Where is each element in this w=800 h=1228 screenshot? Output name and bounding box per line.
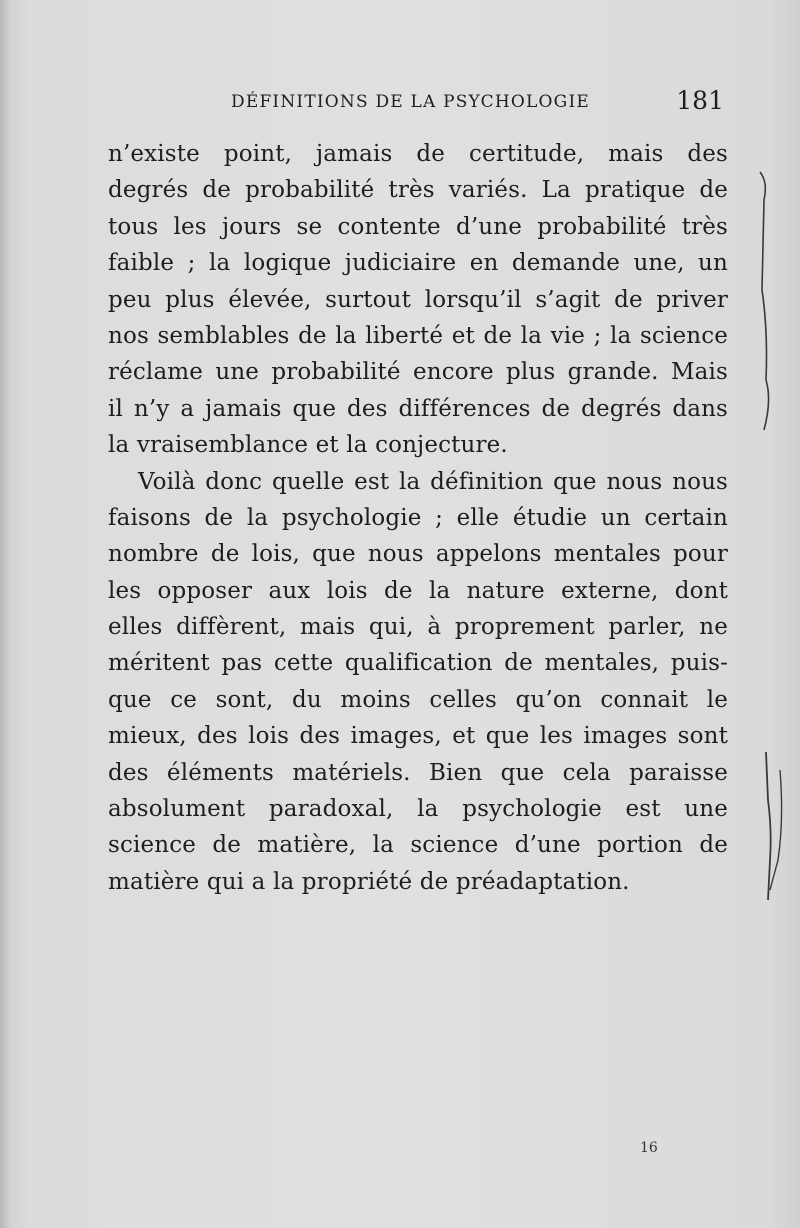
text-line: que ce sont, du moins celles qu’on connait le — [108, 686, 728, 713]
text-line: nos semblables de la liberté et de la vie ; la science — [108, 322, 728, 349]
margin-bracket-upper — [760, 172, 769, 430]
text-line: il n’y a jamais que des différences de degrés dans — [108, 395, 728, 422]
page-edge-shadow — [0, 0, 10, 1228]
text-line: Voilà donc quelle est la définition que nous nous — [138, 468, 728, 495]
text-line: absolument paradoxal, la psychologie est une — [108, 796, 728, 823]
text-line: mieux, des lois des images, et que les images sont — [108, 723, 728, 750]
signature-mark: 16 — [640, 1140, 658, 1156]
text-line: degrés de probabilité très variés. La pratique de — [108, 177, 728, 204]
text-line: des éléments matériels. Bien que cela paraisse — [108, 759, 728, 786]
text-line: n’existe point, jamais de certitude, mais des — [108, 141, 728, 167]
paragraph-2 — [108, 464, 728, 901]
running-title: DÉFINITIONS DE LA PSYCHOLOGIE — [231, 92, 590, 112]
text-line: elles diffèrent, mais qui, à proprement parler, ne — [108, 614, 728, 641]
text-line: méritent pas cette qualification de mentales, puis- — [108, 650, 728, 677]
text-line: faisons de la psychologie ; elle étudie un certain — [108, 504, 728, 531]
text-line: nombre de lois, que nous appelons mentales pour — [108, 541, 728, 568]
running-header — [100, 86, 726, 118]
text-line: la vraisemblance et la conjecture. — [108, 432, 508, 459]
body-text — [108, 136, 728, 900]
text-line: science de matière, la science d’une portion de — [108, 832, 728, 859]
margin-bracket-lower-inner — [770, 770, 782, 890]
text-line: peu plus élevée, surtout lorsqu’il s’agit de priver — [108, 286, 728, 313]
text-line: matière qui a la propriété de préadaptation. — [108, 868, 630, 895]
text-line: réclame une probabilité encore plus grande. Mais — [108, 359, 728, 386]
margin-bracket-lower — [766, 752, 771, 900]
text-line: tous les jours se contente d’une probabilité très — [108, 213, 728, 240]
text-line: les opposer aux lois de la nature externe, dont — [108, 577, 728, 604]
text-line: faible ; la logique judiciaire en demande une, un — [108, 250, 728, 277]
page-number: 181 — [676, 86, 724, 115]
paragraph-1 — [108, 136, 728, 464]
